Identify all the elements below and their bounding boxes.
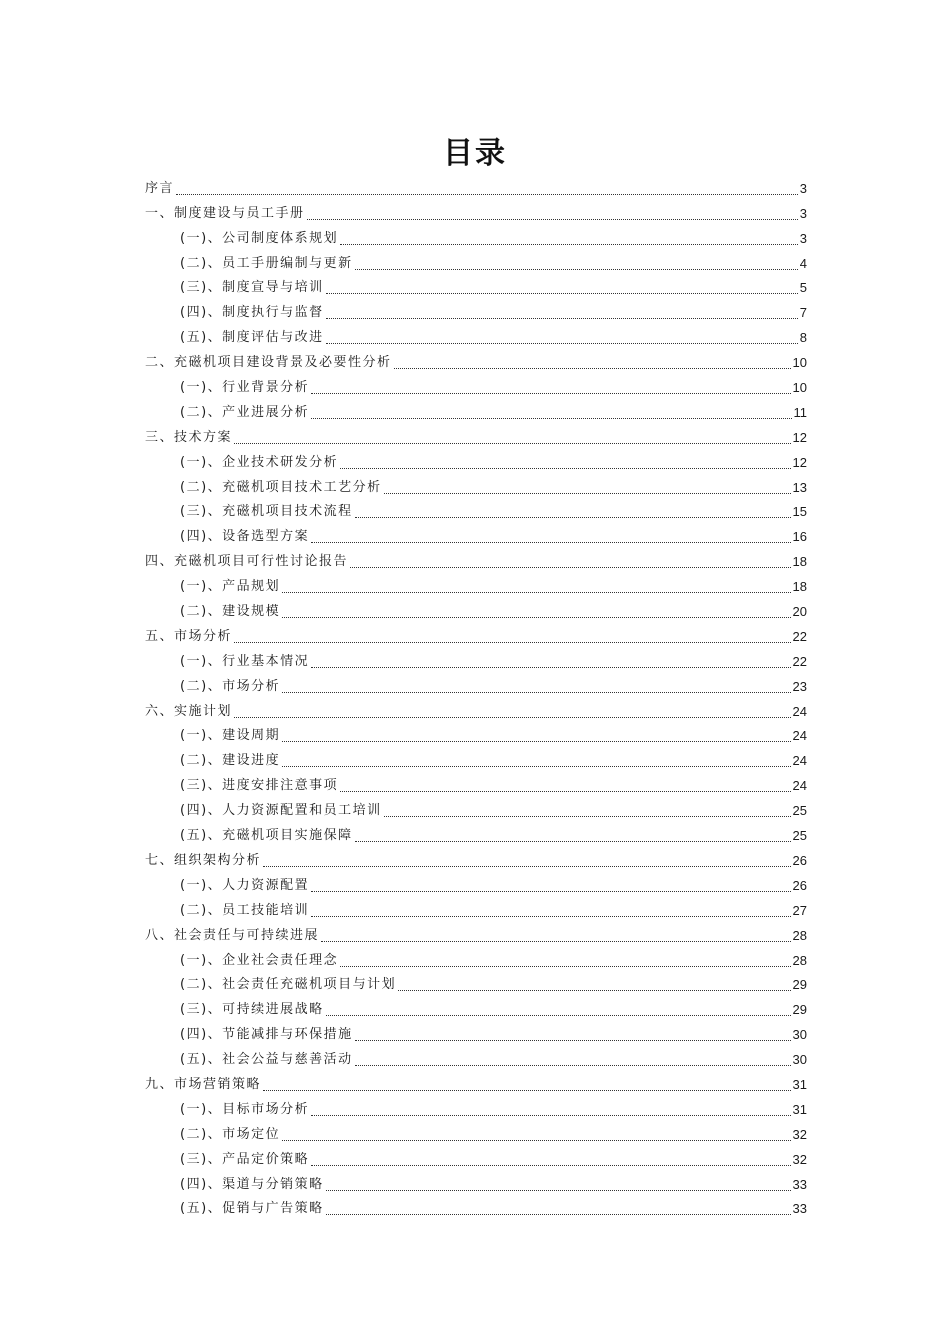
toc-section-entry[interactable] <box>145 325 807 350</box>
toc-chapter-entry[interactable] <box>145 350 807 375</box>
dot-leader <box>340 790 790 792</box>
toc-section-entry[interactable] <box>145 798 807 823</box>
toc-entry-label: (二)、建设进度 <box>180 753 281 769</box>
toc-entry-page-number: 10 <box>792 355 807 371</box>
toc-section-entry[interactable] <box>145 997 807 1022</box>
toc-section-entry[interactable] <box>145 574 807 599</box>
toc-section-entry[interactable] <box>145 1047 807 1072</box>
dot-leader <box>398 989 790 991</box>
toc-entry-page-number: 11 <box>793 404 807 420</box>
toc-entry-page-number: 31 <box>792 1101 807 1117</box>
dot-leader <box>282 691 790 693</box>
toc-entry-label: (一)、行业基本情况 <box>180 653 310 669</box>
dot-leader <box>282 591 790 593</box>
toc-entry-label: (四)、节能减排与环保措施 <box>180 1027 353 1043</box>
toc-section-entry[interactable] <box>145 1022 807 1047</box>
toc-entry-label: (二)、充磁机项目技术工艺分析 <box>180 479 382 495</box>
dot-leader <box>355 268 798 270</box>
dot-leader <box>311 890 790 892</box>
toc-entry-page-number: 28 <box>792 952 807 968</box>
toc-entry-label: 六、实施计划 <box>145 703 233 719</box>
toc-section-entry[interactable] <box>145 251 807 276</box>
toc-entry-label: (二)、建设规模 <box>180 604 281 620</box>
toc-entry-page-number: 12 <box>792 429 807 445</box>
toc-entry-page-number: 25 <box>792 803 807 819</box>
toc-chapter-entry[interactable] <box>145 425 807 450</box>
toc-entry-label: (一)、建设周期 <box>180 728 281 744</box>
toc-entry-page-number: 12 <box>792 454 807 470</box>
toc-entry-label: (一)、人力资源配置 <box>180 877 310 893</box>
toc-entry-label: (二)、产业进展分析 <box>180 404 310 420</box>
toc-entry-label: 序言 <box>145 180 175 196</box>
dot-leader <box>234 442 791 444</box>
toc-entry-label: 九、市场营销策略 <box>145 1076 262 1092</box>
dot-leader <box>384 492 791 494</box>
toc-entry-label: (二)、员工技能培训 <box>180 902 310 918</box>
toc-entry-page-number: 27 <box>792 902 807 918</box>
toc-entry-page-number: 30 <box>792 1052 807 1068</box>
toc-entry-page-number: 16 <box>792 529 807 545</box>
toc-section-entry[interactable] <box>145 450 807 475</box>
toc-entry-page-number: 8 <box>799 330 807 346</box>
toc-section-entry[interactable] <box>145 649 807 674</box>
dot-leader <box>263 1089 791 1091</box>
toc-entry-page-number: 32 <box>792 1151 807 1167</box>
toc-section-entry[interactable] <box>145 500 807 525</box>
toc-section-entry[interactable] <box>145 1172 807 1197</box>
toc-entry-page-number: 29 <box>792 977 807 993</box>
toc-entry-page-number: 3 <box>799 180 807 196</box>
toc-section-entry[interactable] <box>145 599 807 624</box>
dot-leader <box>311 1114 790 1116</box>
toc-entry-page-number: 7 <box>799 305 807 321</box>
toc-entry-label: (五)、促销与广告策略 <box>180 1201 324 1217</box>
toc-entry-page-number: 22 <box>792 653 807 669</box>
dot-leader <box>321 940 791 942</box>
dot-leader <box>311 392 790 394</box>
dot-leader <box>355 516 791 518</box>
toc-entry-label: (四)、渠道与分销策略 <box>180 1176 324 1192</box>
dot-leader <box>311 666 790 668</box>
toc-entry-page-number: 28 <box>792 927 807 943</box>
dot-leader <box>282 1139 790 1141</box>
toc-section-entry[interactable] <box>145 1122 807 1147</box>
toc-entry-label: (一)、企业社会责任理念 <box>180 952 339 968</box>
toc-section-entry[interactable] <box>145 973 807 998</box>
toc-entry-label: 二、充磁机项目建设背景及必要性分析 <box>145 355 392 371</box>
dot-leader <box>311 417 791 419</box>
dot-leader <box>355 840 791 842</box>
toc-entry-label: (四)、设备选型方案 <box>180 529 310 545</box>
toc-chapter-entry[interactable] <box>145 923 807 948</box>
toc-entry-label: (三)、进度安排注意事项 <box>180 778 339 794</box>
dot-leader <box>282 740 790 742</box>
toc-entry-label: 五、市场分析 <box>145 628 233 644</box>
toc-entry-page-number: 33 <box>792 1201 807 1217</box>
toc-entry-page-number: 15 <box>792 504 807 520</box>
dot-leader <box>355 1064 791 1066</box>
table-of-contents <box>145 176 807 1221</box>
dot-leader <box>282 765 790 767</box>
toc-section-entry[interactable] <box>145 873 807 898</box>
toc-entry-label: 四、充磁机项目可行性讨论报告 <box>145 554 349 570</box>
toc-entry-page-number: 3 <box>799 205 807 221</box>
dot-leader <box>355 1039 791 1041</box>
toc-section-entry[interactable] <box>145 898 807 923</box>
toc-section-entry[interactable] <box>145 1197 807 1222</box>
dot-leader <box>176 193 798 195</box>
toc-section-entry[interactable] <box>145 300 807 325</box>
toc-section-entry[interactable] <box>145 226 807 251</box>
toc-section-entry[interactable] <box>145 400 807 425</box>
toc-entry-label: (二)、社会责任充磁机项目与计划 <box>180 977 397 993</box>
toc-chapter-entry[interactable] <box>145 1072 807 1097</box>
toc-chapter-entry[interactable] <box>145 201 807 226</box>
dot-leader <box>234 641 791 643</box>
toc-section-entry[interactable] <box>145 1147 807 1172</box>
toc-entry-label: 七、组织架构分析 <box>145 852 262 868</box>
toc-entry-page-number: 29 <box>792 1002 807 1018</box>
dot-leader <box>282 616 790 618</box>
dot-leader <box>311 541 790 543</box>
toc-entry-label: (一)、公司制度体系规划 <box>180 230 339 246</box>
toc-entry-label: (三)、产品定价策略 <box>180 1151 310 1167</box>
toc-entry-page-number: 20 <box>792 604 807 620</box>
toc-entry-label: (四)、制度执行与监督 <box>180 305 324 321</box>
toc-entry-page-number: 33 <box>792 1176 807 1192</box>
dot-leader <box>326 1014 791 1016</box>
toc-entry-page-number: 24 <box>792 753 807 769</box>
dot-leader <box>263 865 791 867</box>
toc-section-entry[interactable] <box>145 375 807 400</box>
toc-section-entry[interactable] <box>145 724 807 749</box>
toc-entry-label: (四)、人力资源配置和员工培训 <box>180 803 382 819</box>
toc-section-entry[interactable] <box>145 773 807 798</box>
toc-entry-label: (三)、制度宣导与培训 <box>180 280 324 296</box>
dot-leader <box>340 965 790 967</box>
toc-entry-page-number: 23 <box>792 678 807 694</box>
toc-entry-page-number: 5 <box>799 280 807 296</box>
toc-section-entry[interactable] <box>145 276 807 301</box>
dot-leader <box>311 1164 790 1166</box>
toc-chapter-entry[interactable] <box>145 624 807 649</box>
toc-section-entry[interactable] <box>145 1097 807 1122</box>
dot-leader <box>311 915 790 917</box>
dot-leader <box>394 367 791 369</box>
toc-entry-page-number: 26 <box>792 877 807 893</box>
page-title: 目录 <box>443 136 507 171</box>
dot-leader <box>326 1189 791 1191</box>
dot-leader <box>384 815 791 817</box>
toc-entry-label: (三)、充磁机项目技术流程 <box>180 504 353 520</box>
toc-entry-page-number: 3 <box>799 230 807 246</box>
toc-entry-page-number: 30 <box>792 1027 807 1043</box>
toc-entry-page-number: 26 <box>792 852 807 868</box>
toc-entry-label: (二)、市场分析 <box>180 678 281 694</box>
toc-entry-page-number: 32 <box>792 1126 807 1142</box>
toc-entry-label: (一)、目标市场分析 <box>180 1101 310 1117</box>
toc-entry-label: 三、技术方案 <box>145 429 233 445</box>
toc-entry-label: 八、社会责任与可持续进展 <box>145 927 320 943</box>
toc-chapter-entry[interactable] <box>145 176 807 201</box>
dot-leader <box>350 566 791 568</box>
toc-section-entry[interactable] <box>145 524 807 549</box>
toc-entry-page-number: 22 <box>792 628 807 644</box>
toc-entry-label: (三)、可持续进展战略 <box>180 1002 324 1018</box>
toc-entry-label: (五)、充磁机项目实施保障 <box>180 828 353 844</box>
dot-leader <box>326 317 798 319</box>
toc-entry-label: (一)、企业技术研发分析 <box>180 454 339 470</box>
toc-entry-page-number: 13 <box>792 479 807 495</box>
toc-entry-page-number: 10 <box>792 380 807 396</box>
toc-entry-label: (一)、产品规划 <box>180 579 281 595</box>
toc-entry-page-number: 25 <box>792 828 807 844</box>
toc-entry-page-number: 24 <box>792 703 807 719</box>
toc-section-entry[interactable] <box>145 948 807 973</box>
toc-section-entry[interactable] <box>145 475 807 500</box>
toc-entry-page-number: 31 <box>792 1076 807 1092</box>
dot-leader <box>326 342 798 344</box>
toc-entry-label: (二)、市场定位 <box>180 1126 281 1142</box>
toc-section-entry[interactable] <box>145 823 807 848</box>
toc-entry-label: (一)、行业背景分析 <box>180 380 310 396</box>
toc-entry-page-number: 24 <box>792 778 807 794</box>
dot-leader <box>326 292 798 294</box>
dot-leader <box>234 716 791 718</box>
toc-entry-page-number: 18 <box>792 579 807 595</box>
toc-chapter-entry[interactable] <box>145 699 807 724</box>
toc-chapter-entry[interactable] <box>145 848 807 873</box>
toc-chapter-entry[interactable] <box>145 549 807 574</box>
toc-entry-page-number: 4 <box>799 255 807 271</box>
toc-section-entry[interactable] <box>145 674 807 699</box>
toc-section-entry[interactable] <box>145 748 807 773</box>
dot-leader <box>326 1213 791 1215</box>
toc-entry-label: (五)、社会公益与慈善活动 <box>180 1052 353 1068</box>
toc-entry-label: 一、制度建设与员工手册 <box>145 205 305 221</box>
toc-entry-page-number: 18 <box>792 554 807 570</box>
toc-entry-label: (二)、员工手册编制与更新 <box>180 255 353 271</box>
toc-entry-label: (五)、制度评估与改进 <box>180 330 324 346</box>
dot-leader <box>307 218 798 220</box>
dot-leader <box>340 243 798 245</box>
dot-leader <box>340 467 790 469</box>
toc-entry-page-number: 24 <box>792 728 807 744</box>
